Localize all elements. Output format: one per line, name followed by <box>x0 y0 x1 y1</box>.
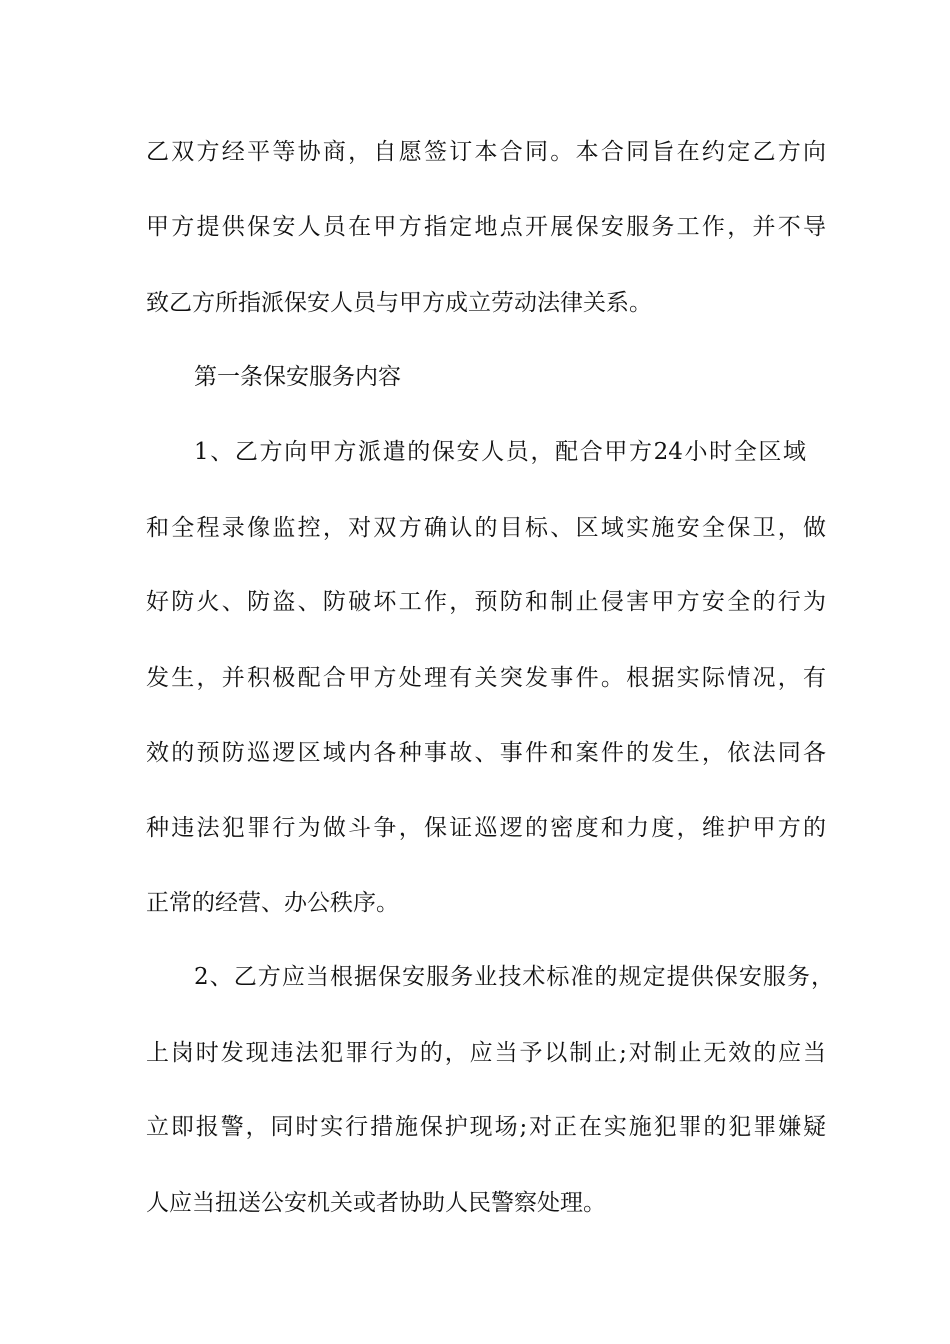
body-text-line: 致乙方所指派保安人员与甲方成立劳动法律关系。 <box>146 290 652 316</box>
body-text-line: 效的预防巡逻区域内各种事故、事件和案件的发生，依法同各 <box>146 740 826 766</box>
body-text-line: 甲方提供保安人员在甲方指定地点开展保安服务工作，并不导 <box>146 214 826 240</box>
body-text-line: 好防火、防盗、防破坏工作，预防和制止侵害甲方安全的行为 <box>146 589 826 615</box>
body-text-line: 发生，并积极配合甲方处理有关突发事件。根据实际情况，有 <box>146 665 826 691</box>
body-text-line: 和全程录像监控，对双方确认的目标、区域实施安全保卫，做 <box>146 515 826 541</box>
body-text-line: 种违法犯罪行为做斗争，保证巡逻的密度和力度，维护甲方的 <box>146 815 826 841</box>
body-text-line: 2、乙方应当根据保安服务业技术标准的规定提供保安服务， <box>194 964 834 990</box>
body-text-line: 1、乙方向甲方派遣的保安人员，配合甲方24小时全区域 <box>194 439 806 465</box>
body-text-line: 上岗时发现违法犯罪行为的，应当予以制止;对制止无效的应当 <box>146 1040 826 1066</box>
body-text-line: 立即报警，同时实行措施保护现场;对正在实施犯罪的犯罪嫌疑 <box>146 1114 826 1140</box>
body-text-line: 乙双方经平等协商，自愿签订本合同。本合同旨在约定乙方向 <box>146 139 826 165</box>
body-text-line: 正常的经营、办公秩序。 <box>146 890 399 916</box>
section-heading: 第一条保安服务内容 <box>194 364 401 390</box>
body-text-line: 人应当扭送公安机关或者协助人民警察处理。 <box>146 1190 606 1216</box>
